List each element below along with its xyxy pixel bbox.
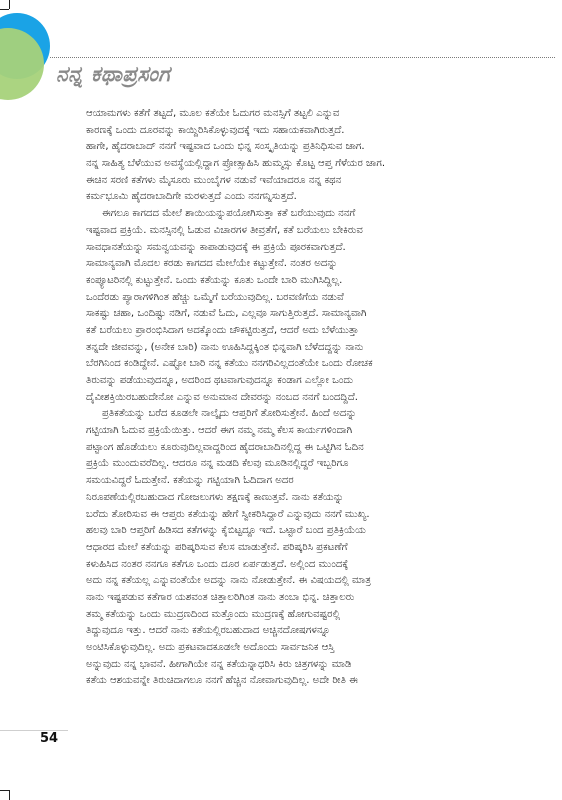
body-text-line: ಕತೆ ಬರೆಯಲು ಪ್ರಾರಂಭಿಸಿದಾಗ ಅದಕ್ಕೊಂದು ಚೌಕಟ್ಟಿರುತ್ತದೆ, ಆದರೆ ಅದು ಬೆಳೆಯುತ್ತಾ — [86, 324, 359, 336]
body-text-line: ಬರೆದು ತೋರಿಸುವ ಈ ಆಪ್ತರು ಕತೆಯನ್ನು ಹೇಗೆ ಸ್ವೀಕರಿಸಿದ್ದಾರೆ ಎನ್ನುವುದು ನನಗೆ ಮುಖ್ಯ. — [86, 508, 370, 520]
body-text-line: ತಿದ್ದುವುದೂ ಇತ್ತು. ಆದರೆ ನಾನು ಕತೆಯಲ್ಲಿರಬಹುದಾದ ಅಚ್ಚಿನದೋಷಗಳನ್ನೂ — [86, 625, 331, 637]
header-dotted-rule — [50, 57, 555, 58]
body-text — [86, 106, 540, 690]
body-text-line: ಅದು ನನ್ನ ಕತೆಯಲ್ಲ ಎನ್ನುವಂತೆಯೇ ಅದನ್ನು ನಾನು ನೋಡುತ್ತೇನೆ. ಈ ವಿಷಯದಲ್ಲಿ ಮಾತ್ರ — [86, 575, 371, 587]
body-text-line: ಅಂಟಿಸಿಕೊಳ್ಳುವುದಿಲ್ಲ. ಅದು ಪ್ರಕಟವಾದಕೂಡಲೇ ಅದೊಂದು ಸಾರ್ವಜನಿಕ ಆಸ್ತಿ — [86, 642, 335, 653]
body-text-line: ಪ್ರಕ್ರಿಯೆ ಮುಂದುವರೆದಿಲ್ಲ. ಆದರೂ ನನ್ನ ಮಡದಿ ಕೆಲವು ಮೂಡಿನಲ್ಲಿದ್ದರೆ ಇಬ್ಬರಿಗೂ — [86, 458, 349, 470]
crop-mark-top-horizontal — [0, 9, 9, 10]
body-text-line: ತಮ್ಮ ಕತೆಯನ್ನು ಒಂದು ಮುದ್ರಣದಿಂದ ಮತ್ತೊಂದು ಮುದ್ರಣಕ್ಕೆ ಹೋಗುವಷ್ಟರಲ್ಲಿ — [86, 608, 341, 620]
body-text-line: ಈಗಲೂ ಕಾಗದದ ಮೇಲೆ ಶಾಯಿಯನ್ನುಪಯೋಗಿಸುತ್ತಾ ಕತೆ ಬರೆಯುವುದು ನನಗೆ — [102, 208, 356, 220]
body-text-line: ಹಾಗೇ, ಹೈದರಾಬಾದ್ ನನಗೆ ಇಷ್ಟವಾದ ಒಂದು ಭಿನ್ನ ಸಂಸ್ಕೃತಿಯನ್ನು ಪ್ರತಿನಿಧಿಸುವ ಜಾಗ. — [86, 141, 365, 153]
body-text-line: ಪಟ್ಟಾಂಗ ಹೊಡೆಯಲು ಕೂರುವುದಿಲ್ಲವಾದ್ದರಿಂದ ಹೈದರಾಬಾದಿನಲ್ಲಿದ್ದ ಈ ಒಟ್ಟಿಗಿನ ಓದಿನ — [86, 441, 364, 453]
body-text-line: ಒಂದೆರಡು ಪ್ಯಾರಾಗಳಿಗಿಂತ ಹೆಚ್ಚು ಒಮ್ಮೆಗೆ ಬರೆಯುವುದಿಲ್ಲ. ಬರವಣಿಗೆಯ ನಡುವೆ — [86, 291, 344, 303]
body-text-line: ಸಾಕಷ್ಟು ಚಹಾ, ಒಂದಿಷ್ಟು ನಡಿಗೆ, ನಡುವೆ ಓದು, ಎಲ್ಲವೂ ಸಾಗುತ್ತಿರುತ್ತದೆ. ಸಾಮಾನ್ಯವಾಗಿ — [86, 308, 367, 320]
body-text-line: ಇಷ್ಟವಾದ ಪ್ರಕ್ರಿಯೆ. ಮನಸ್ಸಿನಲ್ಲಿ ಓಡುವ ವಿಚಾರಗಳ ತೀವ್ರತೆಗೆ, ಕತೆ ಬರೆಯಲು ಬೇಕಿರುವ — [86, 224, 363, 236]
body-text-line: ಗಟ್ಟಿಯಾಗಿ ಓದುವ ಪ್ರಕ್ರಿಯೆಯಿತ್ತು. ಆದರೆ ಈಗ ನಮ್ಮ ನಮ್ಮ ಕೆಲಸ ಕಾರ್ಯಗಳಿಂದಾಗಿ — [86, 425, 353, 437]
body-text-line: ಸಾಮಾನ್ಯವಾಗಿ ಮೊದಲ ಕರಡು ಕಾಗದದ ಮೇಲೆಯೇ ಕಟ್ಟುತ್ತೇನೆ. ನಂತರ ಅದನ್ನು — [86, 258, 338, 270]
body-text-line: ಅನ್ನುವುದು ನನ್ನ ಭಾವನೆ. ಹೀಗಾಗಿಯೇ ನನ್ನ ಕತೆಯನ್ನಾಧರಿಸಿ ಕಿರು ಚಿತ್ರಗಳನ್ನು ಮಾಡಿ — [86, 658, 352, 670]
body-text-line: ಪ್ರತಿಕತೆಯನ್ನು ಬರೆದ ಕೂಡಲೇ ನಾಲ್ಕೈದು ಆಪ್ತರಿಗೆ ತೋರಿಸುತ್ತೇನೆ. ಹಿಂದೆ ಅದನ್ನು — [102, 408, 357, 420]
body-text-line: ಸಮಯವಿದ್ದರೆ ಓದುತ್ತೇನೆ. ಕತೆಯನ್ನು ಗಟ್ಟಿಯಾಗಿ ಓದಿದಾಗ ಅದರ — [86, 475, 294, 487]
body-text-line: ಕಂಪ್ಯೂಟರಿನಲ್ಲಿ ಕುಟ್ಟುತ್ತೇನೆ. ಒಂದು ಕತೆಯನ್ನು ಕೂತು ಒಂದೇ ಬಾರಿ ಮುಗಿಸಿದ್ದಿಲ್ಲ. — [86, 274, 343, 286]
body-text-line: ಹಲವು ಬಾರಿ ಆಪ್ತರಿಗೆ ಹಿಡಿಸದ ಕತೆಗಳನ್ನು ಕೈಬಿಟ್ಟದ್ದೂ ಇದೆ. ಒಟ್ಟಾರೆ ಬಂದ ಪ್ರತಿಕ್ರಿಯೆಯ — [86, 525, 366, 537]
page-number: 54 — [40, 731, 59, 746]
body-text-line: ಆಯಾಮಗಳು ಕತೆಗೆ ತಟ್ಟದೆ, ಮೂಲ ಕತೆಯೇ ಓದುಗರ ಮನಸ್ಸಿಗೆ ತಟ್ಟಲಿ ಎನ್ನುವ — [86, 108, 340, 119]
body-text-line: ಆಧಾರದ ಮೇಲೆ ಕತೆಯನ್ನು ಪರಿಷ್ಕರಿಸುವ ಕೆಲಸ ಮಾಡುತ್ತೇನೆ. ಪರಿಷ್ಕರಿಸಿ ಪ್ರಕಟಣೆಗೆ — [86, 541, 348, 553]
body-text-line: ಕಾರಣಕ್ಕೆ ಒಂದು ದೂರವನ್ನು ಕಾಯ್ದಿರಿಸಿಕೊಳ್ಳುವುದಕ್ಕೆ ಇದು ಸಹಾಯಕವಾಗಿರುತ್ತದೆ. — [86, 124, 345, 136]
body-text-line: ನಿರೂಪಣೆಯಲ್ಲಿರಬಹುದಾದ ಗೋಜಲುಗಳು ತಕ್ಷಣಕ್ಕೆ ಕಾಣುತ್ತವೆ. ನಾನು ಕತೆಯನ್ನು — [86, 491, 344, 503]
body-text-line: ನನ್ನ ಸಾಹಿತ್ಯ ಬೆಳೆಯುವ ಅವಸ್ಥೆಯಲ್ಲಿದ್ದಾಗ ಪ್ರೋತ್ಸಾಹಿಸಿ ಹುಮ್ಮಸ್ಸು ಕೊಟ್ಟ ಆಪ್ತ ಗೆಳೆಯರ ಜಾಗ. — [86, 158, 386, 170]
body-text-line: ತಿರುವನ್ನು ಪಡೆಯುವುದನ್ನೂ, ಅದರಿಂದ ಥಟವಾಗುವುದನ್ನೂ ಕಂಡಾಗ ಎಲ್ಲೋ ಒಂದು — [86, 375, 354, 386]
body-text-line: ನಾನು ಇಷ್ಟಪಡುವ ಕತೆಗಾರ ಯಶವಂತ ಚಿತ್ತಾಲರಿಗಿಂತ ನಾನು ತಂಬಾ ಭಿನ್ನ. ಚಿತ್ತಾಲರು — [86, 591, 355, 603]
crop-mark-bottom-vertical — [9, 790, 10, 800]
body-text-line: ಕಳುಹಿಸಿದ ನಂತರ ನನಗೂ ಕತೆಗೂ ಒಂದು ದೂರ ಏರ್ಪಡುತ್ತದೆ. ಅಲ್ಲಿಂದ ಮುಂದಕ್ಕೆ — [86, 558, 349, 570]
body-text-line: ದೈವೀಶಕ್ತಿಯಿರಬಹುದೇನೋ ಎನ್ನುವ ಅನುಮಾನ ದೇವರನ್ನು ನಂಬದ ನನಗೆ ಬಂದದ್ದಿದೆ. — [86, 391, 358, 403]
crop-mark-top-vertical — [9, 0, 10, 9]
body-text-line: ತನ್ನದೇ ಜೀವವನ್ನು, (ಅನೇಕ ಬಾರಿ) ನಾನು ಊಹಿಸಿದ್ದಕ್ಕಿಂತ ಭಿನ್ನವಾಗಿ ಬೆಳೆದದ್ದನ್ನು ನಾನು — [86, 341, 364, 353]
body-text-line: ಕರ್ಮಭೂಮಿ ಹೈದರಾಬಾದಿಗೇ ಮರಳುತ್ತದೆ ಎಂದು ನನಗನ್ನಿಸುತ್ತದೆ. — [86, 191, 297, 203]
body-text-line: ಬೆರಗಿನಿಂದ ಕಂಡಿದ್ದೇನೆ. ಎಷ್ಟೋ ಬಾರಿ ನನ್ನ ಕತೆಯು ನನಗರಿವಿಲ್ಲದಂತೆಯೇ ಒಂದು ರೋಚಕ — [86, 358, 373, 370]
body-text-line: ಕತೆಯ ಆಶಯವನ್ನೇ ತಿರುಚಿದಾಗಲೂ ನನಗೆ ಹೆಚ್ಚಿನ ನೋವಾಗುವುದಿಲ್ಲ. ಅದೇ ರೀತಿ ಈ — [86, 675, 358, 687]
chapter-title: ನನ್ನ ಕಥಾಪ್ರಸಂಗ — [56, 62, 171, 86]
body-text-line: ಸಾವಧಾನತೆಯನ್ನು ಸಮನ್ವಯವನ್ನು ಕಾಪಾಡುವುದಕ್ಕೆ ಈ ಪ್ರಕ್ರಿಯೆ ಪೂರಕವಾಗುತ್ತದೆ. — [86, 241, 346, 253]
crop-mark-bottom-horizontal — [0, 790, 9, 791]
body-text-line: ಈಚಿನ ಸರಣಿ ಕತೆಗಳು ಮೈಸೂರು ಮುಂಬೈಗಳ ನಡುವೆ ಇವೆಯಾದರೂ ನನ್ನ ಕಥನ — [86, 174, 342, 186]
